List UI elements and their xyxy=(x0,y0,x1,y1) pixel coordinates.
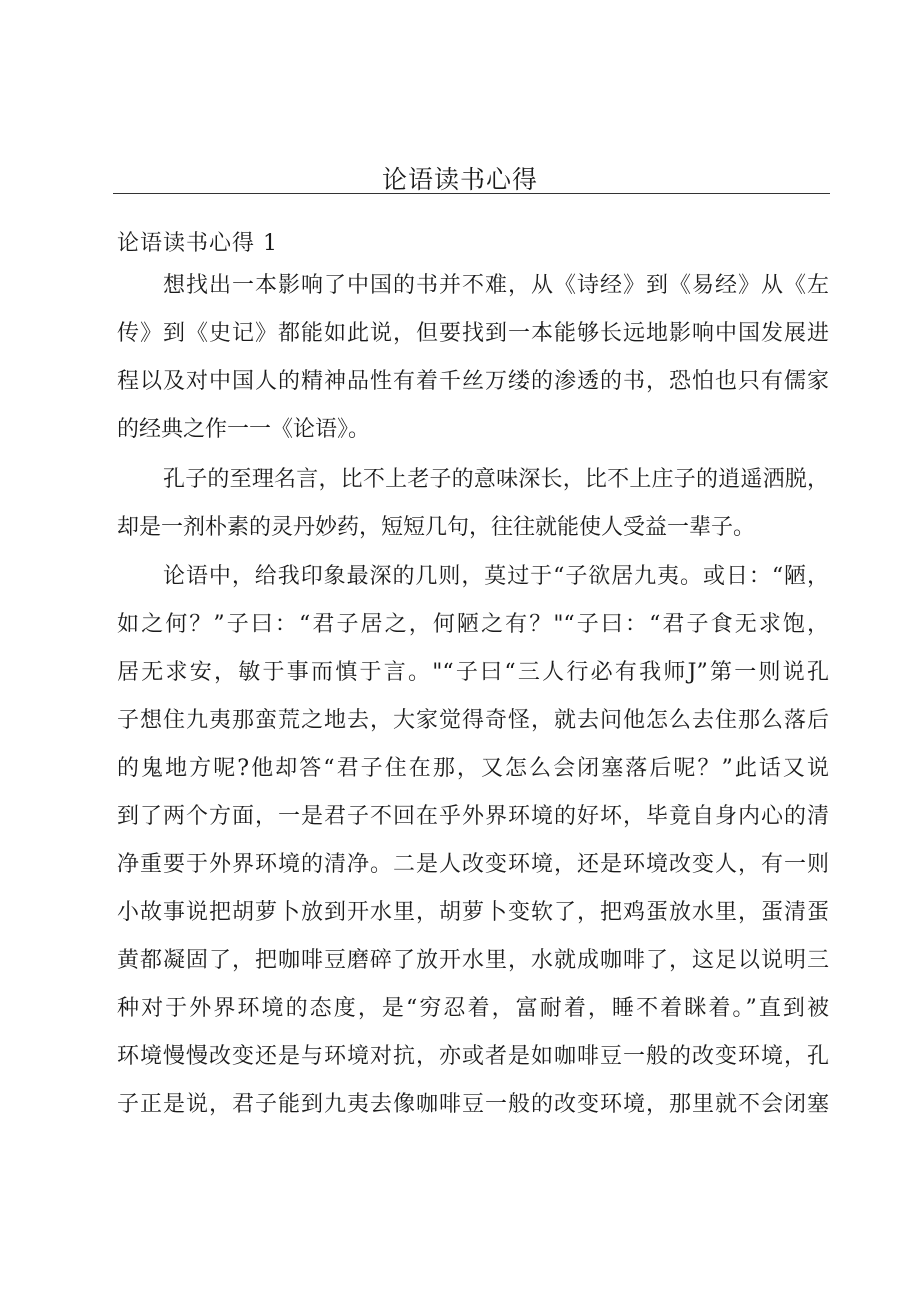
text-line: 传》到《史记》都能如此说，但要找到一本能够长远地影响中国发展进 xyxy=(117,321,829,346)
text-line: 到了两个方面，一是君子不回在乎外界环境的好坏，毕竟自身内心的清 xyxy=(117,804,829,829)
text-line: 子想住九夷那蛮荒之地去，大家觉得奇怪，就去问他怎么去住那么落后 xyxy=(117,708,829,733)
text-line: 环境慢慢改变还是与环境对抗，亦或者是如咖啡豆一般的改变环境，孔 xyxy=(117,1044,829,1069)
text-line: 想找出一本影响了中国的书并不难，从《诗经》到《易经》从《左 xyxy=(163,273,829,298)
text-line: 却是一剂朴素的灵丹妙药，短短几句，往往就能使人受益一辈子。 xyxy=(117,515,756,540)
section-heading: 论语读书心得 1 xyxy=(117,231,278,256)
title-underline xyxy=(113,193,830,194)
document-title: 论语读书心得 xyxy=(381,165,538,194)
text-line: 程以及对中国人的精神品性有着千丝万缕的渗透的书，恐怕也只有儒家 xyxy=(117,369,829,394)
text-line: 论语中，给我印象最深的几则，莫过于“子欲居九夷。或日：“陋， xyxy=(163,564,829,589)
text-line: 种对于外界环境的态度，是“穷忍着，富耐着，睡不着眯着。”直到被 xyxy=(117,996,829,1021)
text-line: 小故事说把胡萝卜放到开水里，胡萝卜变软了，把鸡蛋放水里，蛋清蛋 xyxy=(117,900,829,925)
text-line: 净重要于外界环境的清净。二是人改变环境，还是环境改变人，有一则 xyxy=(117,852,829,877)
text-line: 如之何？”子曰：“君子居之，何陋之有？"“子曰：“君子食无求饱， xyxy=(117,612,829,637)
text-line: 黄都凝固了，把咖啡豆磨碎了放开水里，水就成咖啡了，这足以说明三 xyxy=(117,948,829,973)
text-line: 的鬼地方呢?他却答“君子住在那，又怎么会闭塞落后呢？”此话又说 xyxy=(117,756,829,781)
text-line: 子正是说，君子能到九夷去像咖啡豆一般的改变环境，那里就不会闭塞 xyxy=(117,1092,829,1117)
text-line: 孔子的至理名言，比不上老子的意味深长，比不上庄子的逍遥洒脱， xyxy=(163,467,829,492)
text-line: 的经典之作一一《论语》。 xyxy=(117,417,371,442)
text-line: 居无求安，敏于事而慎于言。"“子曰“三人行必有我师J”第一则说孔 xyxy=(117,660,829,685)
